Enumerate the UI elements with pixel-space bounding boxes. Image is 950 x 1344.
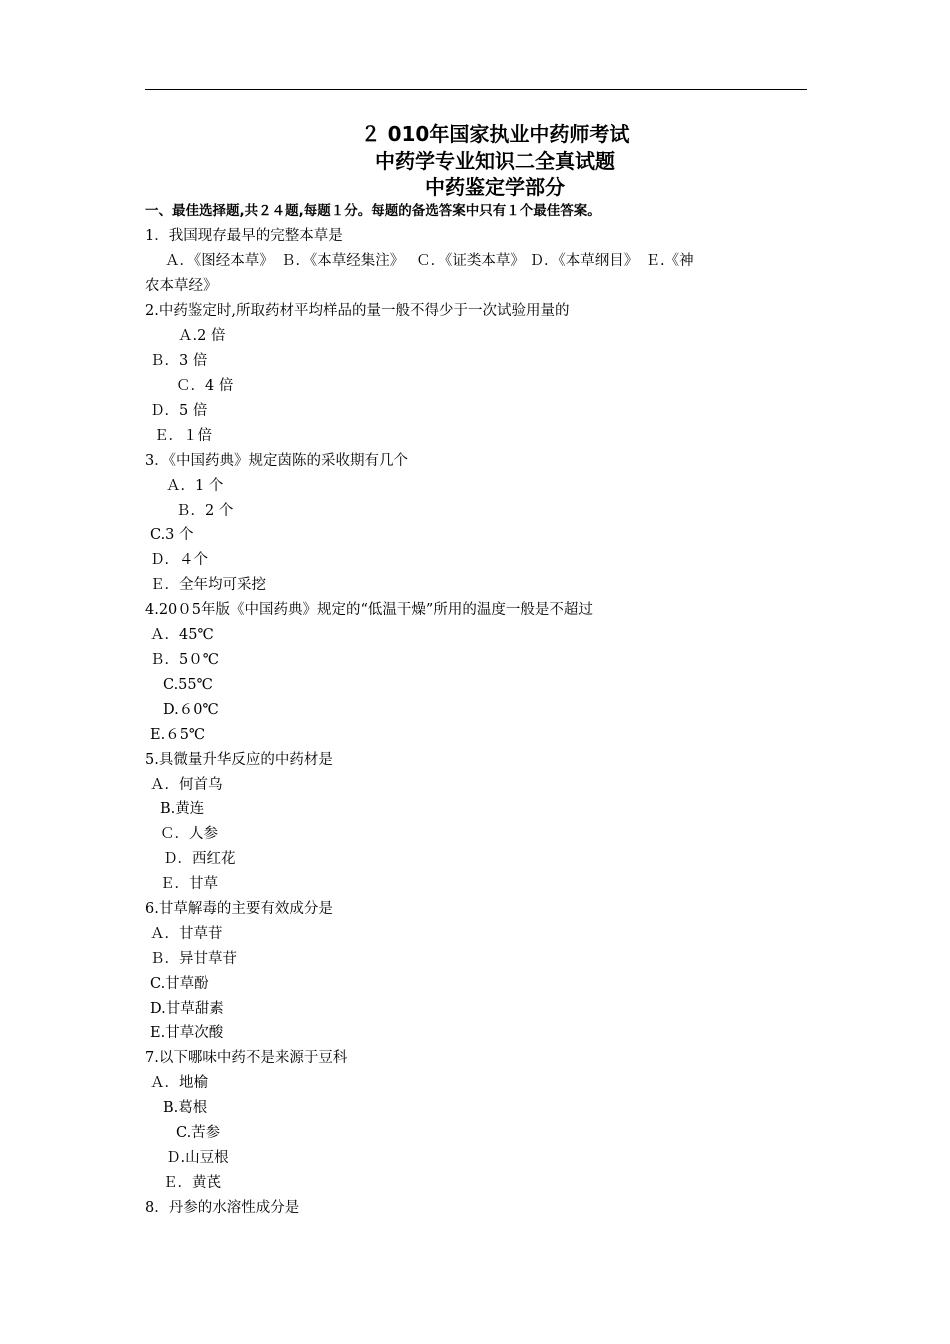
question-2-option-d: Ｄ．5 倍 bbox=[150, 403, 208, 419]
question-7-option-b: B.葛根 bbox=[163, 1100, 208, 1116]
question-6-option-d: D.甘草甜素 bbox=[150, 1001, 224, 1017]
question-2-option-b: Ｂ．3 倍 bbox=[150, 353, 208, 369]
question-5-option-d: Ｄ．西红花 bbox=[163, 851, 236, 867]
section-heading: 一、最佳选择题,共２４题,每题１分。每题的备选答案中只有１个最佳答案。 bbox=[145, 203, 601, 219]
question-7-option-c: C.苦参 bbox=[176, 1125, 221, 1141]
question-7-option-e: Ｅ．黄芪 bbox=[163, 1175, 221, 1191]
question-6-option-b: Ｂ．异甘草苷 bbox=[150, 951, 237, 967]
question-7-option-a: Ａ．地榆 bbox=[150, 1075, 208, 1091]
question-4-option-c: C.55℃ bbox=[163, 677, 213, 693]
question-7-option-d: Ｄ.山豆根 bbox=[166, 1150, 229, 1166]
top-rule bbox=[145, 89, 807, 90]
question-4-option-d: D.６0℃ bbox=[163, 702, 219, 718]
title-line-2: 中药学专业知识二全真试题 bbox=[375, 149, 615, 173]
question-2-option-c: Ｃ．4 倍 bbox=[176, 378, 234, 394]
question-5-option-a: Ａ．何首乌 bbox=[150, 777, 223, 793]
question-4-option-a: Ａ．45℃ bbox=[150, 627, 214, 643]
question-1-options-cont: 农本草经》 bbox=[145, 278, 218, 294]
question-6-option-a: Ａ．甘草苷 bbox=[150, 926, 223, 942]
question-5-stem: 5.具微量升华反应的中药材是 bbox=[145, 752, 333, 768]
question-3-option-a: Ａ．1 个 bbox=[166, 478, 224, 494]
question-5-option-b: B.黄连 bbox=[160, 801, 205, 817]
question-1-options: Ａ．《图经本草》 Ｂ．《本草经集注》 Ｃ．《证类本草》 Ｄ．《本草纲目》 Ｅ.《神 bbox=[165, 253, 694, 269]
question-1-stem: 1．我国现存最早的完整本草是 bbox=[145, 228, 343, 244]
question-3-option-b: Ｂ．2 个 bbox=[176, 503, 234, 519]
question-2-option-e: Ｅ．１倍 bbox=[154, 428, 212, 444]
question-3-option-c: C.3 个 bbox=[150, 527, 194, 543]
question-5-option-c: Ｃ．人参 bbox=[160, 826, 218, 842]
question-6-option-c: C.甘草酚 bbox=[150, 976, 209, 992]
question-2-option-a: Ａ.2 倍 bbox=[178, 328, 226, 344]
question-4-option-b: Ｂ．5０℃ bbox=[150, 652, 219, 668]
question-4-stem: 4.20０5年版《中国药典》规定的“低温干燥”所用的温度一般是不超过 bbox=[145, 602, 593, 618]
question-2-stem: 2.中药鉴定时,所取药材平均样品的量一般不得少于一次试验用量的 bbox=[145, 303, 570, 319]
title-line-1: ２ 010年国家执业中药师考试 bbox=[360, 122, 630, 146]
question-3-option-e: Ｅ．全年均可采挖 bbox=[150, 577, 266, 593]
question-3-option-d: Ｄ．４个 bbox=[150, 552, 208, 568]
question-4-option-e: E.６5℃ bbox=[150, 727, 206, 743]
question-6-stem: 6.甘草解毒的主要有效成分是 bbox=[145, 901, 333, 917]
title-line-3: 中药鉴定学部分 bbox=[425, 175, 565, 199]
question-5-option-e: Ｅ．甘草 bbox=[160, 876, 218, 892]
question-3-stem: 3．《中国药典》规定茵陈的采收期有几个 bbox=[145, 453, 408, 469]
question-8-stem: 8．丹参的水溶性成分是 bbox=[145, 1200, 300, 1216]
question-6-option-e: E.甘草次酸 bbox=[150, 1025, 224, 1041]
question-7-stem: 7.以下哪味中药不是来源于豆科 bbox=[145, 1050, 348, 1066]
